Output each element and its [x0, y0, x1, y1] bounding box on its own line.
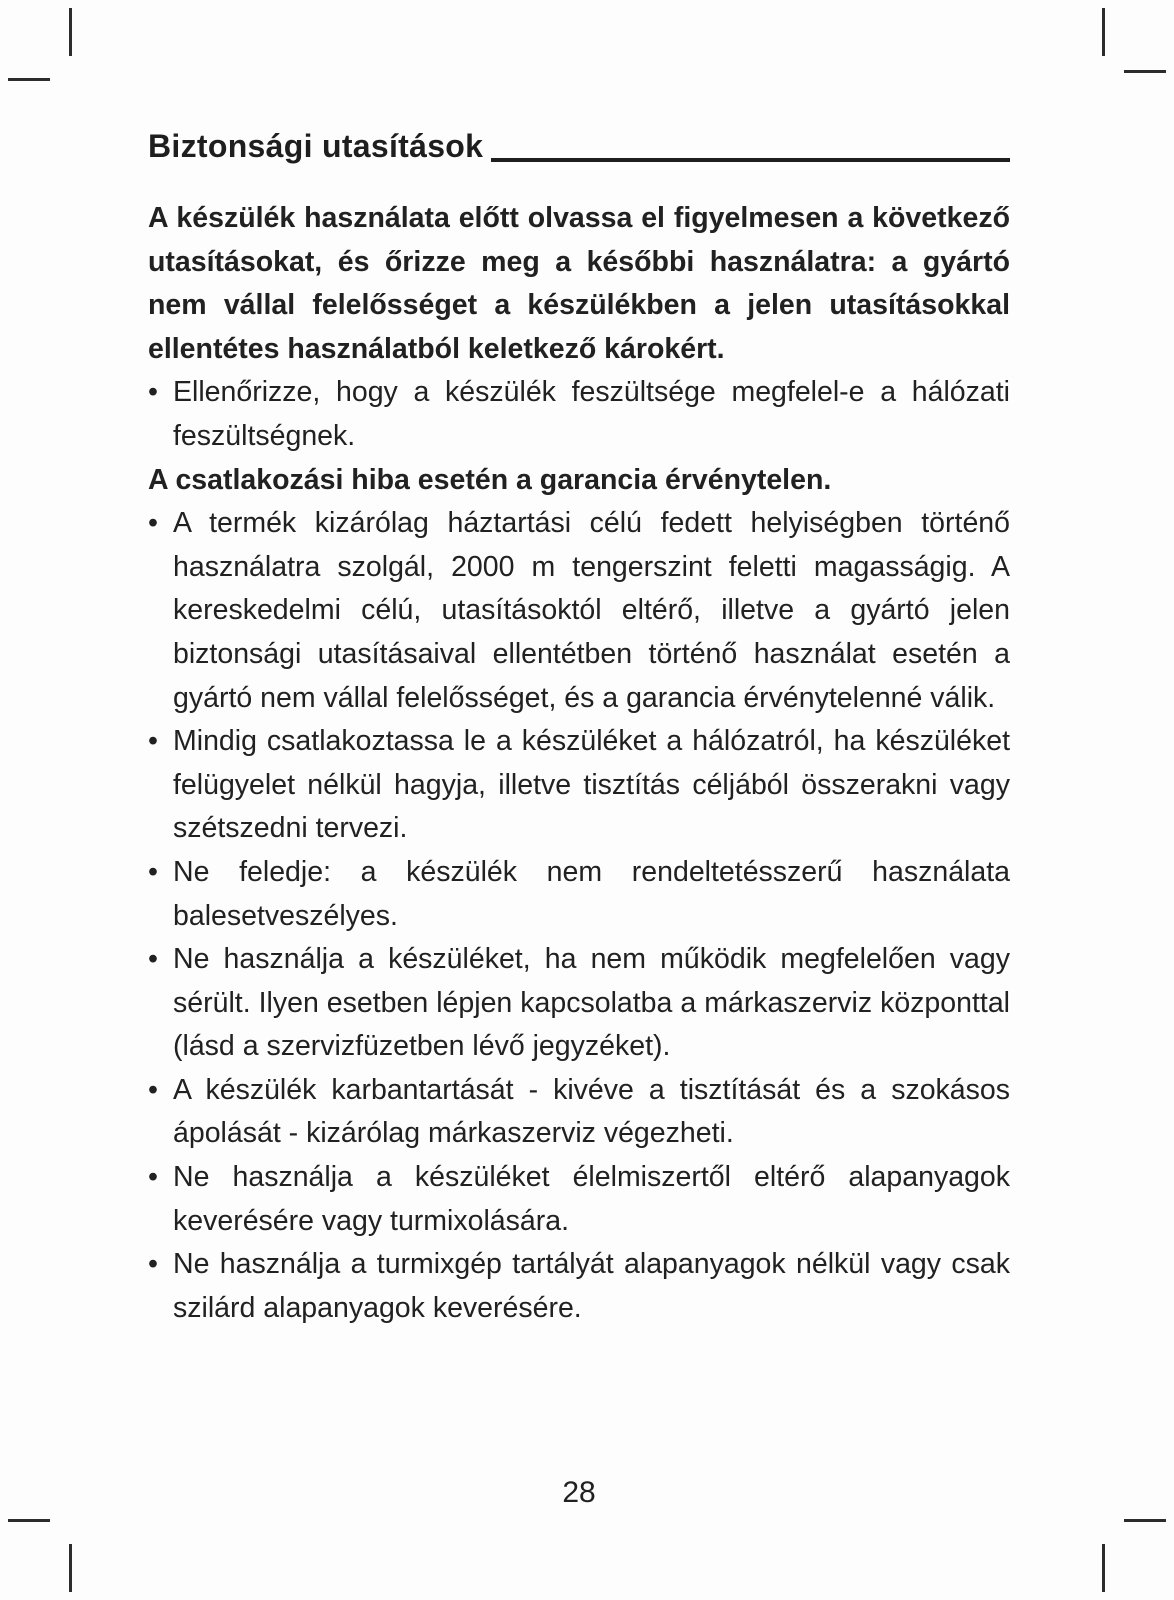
- bullet-item: [148, 371, 1010, 458]
- crop-mark-top-right-vertical: [1102, 8, 1105, 56]
- page-title: Biztonsági utasítások: [148, 128, 484, 164]
- bullet-marker: •: [148, 1073, 158, 1106]
- bullet-text: Ne használja a turmixgép tartályát alapanyagok nélkül vagy csak szilárd alapanyagok keverésére.: [173, 1248, 1010, 1324]
- bullet-marker: •: [148, 855, 158, 888]
- bullet-text: Ne használja a készüléket élelmiszertől eltérő alapanyagok keverésére vagy turmixolására.: [173, 1161, 1010, 1237]
- crop-mark-bottom-right-vertical: [1102, 1544, 1105, 1592]
- bullet-text: Ellenőrizze, hogy a készülék feszültsége megfelel-e a hálózati feszültségnek.: [173, 376, 1010, 452]
- bullet-text: Ne használja a készüléket, ha nem működik megfelelően vagy sérült. Ilyen esetben lépjen kapcsolatba a márkaszerviz központtal (lásd a szervizfüzetben lévő jegyzéket).: [173, 943, 1010, 1063]
- bullet-text: A termék kizárólag háztartási célú fedett helyiségben történő használatra szolgál, 2000 m tengerszint feletti magasságig. A kereskedelmi célú, utasításoktól eltérő, illetve a gyártó jelen biztonsági utasításaival ellentétben történő használat esetén a gyártó nem vállal felelősséget, és a garancia érvénytelenné válik.: [173, 507, 1010, 714]
- bullet-marker: •: [148, 1248, 158, 1281]
- crop-mark-bottom-left-vertical: [69, 1544, 72, 1592]
- bullet-item: [148, 938, 1010, 1069]
- bullet-text: Ne feledje: a készülék nem rendeltetésszerű használata balesetveszélyes.: [173, 855, 1010, 932]
- bullet-marker: •: [148, 376, 158, 409]
- bullet-text: Mindig csatlakoztassa le a készüléket a hálózatról, ha készüléket felügyelet nélkül hagyja, illetve tisztítás céljából összerakni vagy szétszedni tervezi.: [173, 725, 1010, 845]
- bullet-item: [148, 851, 1010, 938]
- page-number: 28: [562, 1476, 596, 1509]
- bullet-marker: •: [148, 507, 158, 540]
- crop-mark-top-left-vertical: [69, 8, 72, 56]
- bullet-marker: •: [148, 1161, 158, 1194]
- bullet-item: [148, 1243, 1010, 1330]
- bullet-item: [148, 502, 1010, 720]
- warranty-warning-paragraph: A csatlakozási hiba esetén a garancia érvénytelen.: [148, 463, 832, 496]
- section-heading-row: [148, 128, 1010, 165]
- page-content: [148, 128, 1010, 1330]
- title-underline: [491, 158, 1010, 162]
- crop-mark-top-left-horizontal: [8, 78, 50, 81]
- bullet-text: A készülék karbantartását - kivéve a tisztítását és a szokásos ápolását - kizárólag márkaszerviz végezheti.: [173, 1073, 1010, 1150]
- crop-mark-top-right-horizontal: [1124, 70, 1166, 73]
- crop-mark-bottom-left-horizontal: [8, 1519, 50, 1522]
- intro-paragraph: A készülék használata előtt olvassa el figyelmesen a következő utasításokat, és őrizze meg a későbbi használatra: a gyártó nem vállal felelősséget a készülékben a jelen utasításokkal ellentétes használatból keletkező károkért.: [148, 202, 1010, 365]
- bullet-item: [148, 1069, 1010, 1156]
- bullet-marker: •: [148, 943, 158, 976]
- crop-mark-bottom-right-horizontal: [1124, 1519, 1166, 1522]
- bullet-marker: •: [148, 725, 158, 758]
- bullet-item: [148, 720, 1010, 851]
- bullet-item: [148, 1156, 1010, 1243]
